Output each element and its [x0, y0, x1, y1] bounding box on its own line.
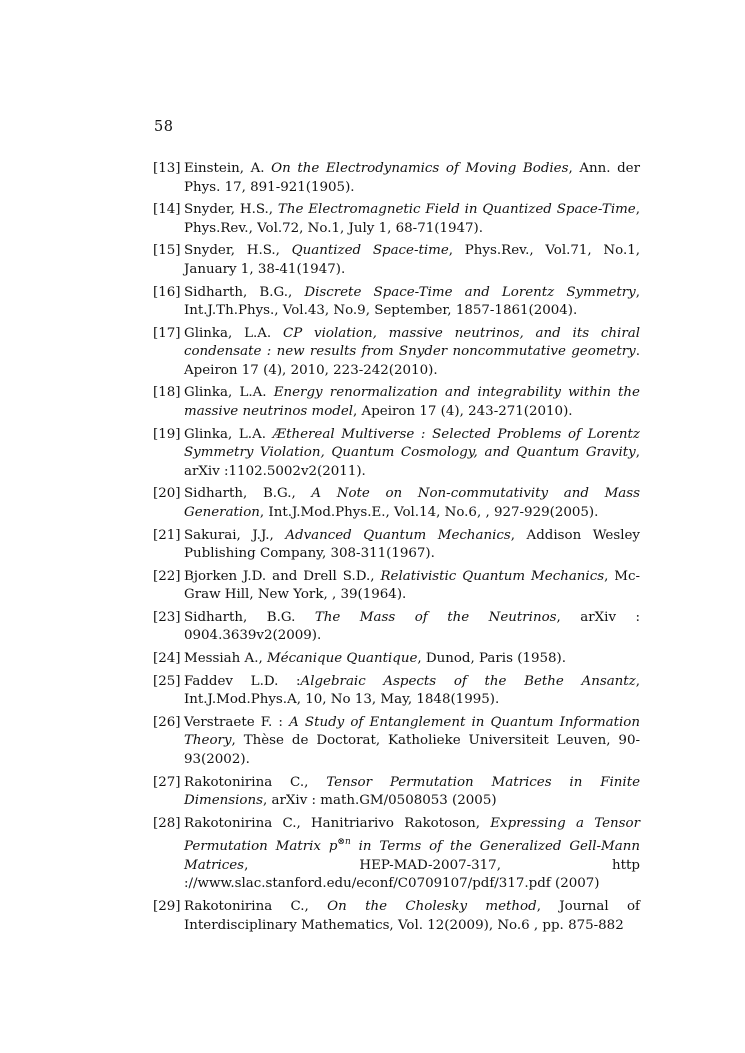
reference-item — [153, 160, 640, 197]
reference-item — [153, 815, 640, 894]
reference-source: , Int.J.Mod.Phys.A, 10, No 13, May, 1848(1995). — [184, 673, 640, 708]
reference-source: , Int.J.Mod.Phys.E., Vol.14, No.6, , 927-929(2005). — [259, 504, 599, 520]
reference-title: Quantized Space-time — [291, 243, 449, 259]
reference-number: [16] — [153, 284, 181, 300]
reference-source: , Phys.Rev., Vol.71, No.1, January 1, 38-41(1947). — [184, 243, 640, 277]
reference-authors: Snyder, H.S., — [184, 202, 278, 218]
reference-authors: Sakurai, J.J., — [184, 527, 286, 543]
reference-number: [18] — [153, 385, 181, 401]
reference-number: [14] — [153, 202, 181, 218]
reference-number: [17] — [153, 325, 181, 341]
reference-source: , Addison Wesley Publishing Company, 308-311(1967). — [184, 527, 640, 561]
reference-item — [153, 426, 640, 482]
reference-source: , Journal of Interdisciplinary Mathematics, Vol. 12(2009), No.6 , pp. 875-882 — [184, 899, 640, 933]
reference-authors: Sidharth, B.G., — [184, 486, 312, 502]
reference-authors: Glinka, L.A. — [184, 385, 274, 401]
reference-title: Æthereal Multiverse : Selected Problems of Lorentz Symmetry Violation, Quantum Cosmology, and Quantum Gravity — [184, 426, 640, 461]
reference-title: A Note on Non-commutativity and Mass Generation — [184, 486, 641, 520]
reference-title: Expressing a Tensor Permutation Matrix p — [184, 815, 640, 855]
reference-item — [153, 384, 640, 421]
reference-item — [153, 774, 640, 811]
reference-number: [29] — [153, 899, 181, 914]
reference-title: The Electromagnetic Field in Quantized Space-Time — [277, 202, 636, 218]
reference-item — [153, 673, 640, 710]
reference-source: , Phys.Rev., Vol.72, No.1, July 1, 68-71(1947). — [184, 202, 640, 236]
reference-item — [153, 527, 640, 564]
reference-authors: Sidharth, B.G. — [184, 609, 315, 625]
reference-list — [153, 160, 640, 939]
reference-authors: Glinka, L.A. — [184, 426, 273, 442]
reference-title: Tensor Permutation Matrices in Finite Dimensions — [184, 774, 640, 809]
reference-number: [27] — [153, 774, 181, 790]
reference-number: [23] — [153, 609, 181, 625]
reference-title: Advanced Quantum Mechanics — [285, 527, 511, 543]
reference-title: Algebraic Aspects of the Bethe Ansantz — [300, 673, 636, 689]
reference-authors: Einstein, A. — [184, 161, 272, 176]
reference-item — [153, 242, 640, 279]
reference-title: A Study of Entanglement in Quantum Information Theory — [184, 714, 640, 749]
reference-authors: Bjorken J.D. and Drell S.D., — [184, 568, 381, 584]
reference-number: [21] — [153, 527, 181, 543]
reference-item — [153, 485, 640, 522]
reference-title: On the Electrodynamics of Moving Bodies — [271, 161, 569, 176]
reference-source: , arXiv :1102.5002v2(2011). — [184, 445, 640, 479]
reference-number: [22] — [153, 568, 181, 584]
reference-authors: Glinka, L.A. — [184, 325, 283, 341]
reference-source: , arXiv : 0904.3639v2(2009). — [184, 609, 641, 644]
reference-number: [25] — [153, 673, 181, 689]
reference-authors: Sidharth, B.G., — [184, 284, 305, 300]
reference-title: Relativistic Quantum Mechanics — [380, 568, 605, 584]
reference-source: , Int.J.Th.Phys., Vol.43, No.9, September, 1857-1861(2004). — [184, 284, 641, 319]
reference-title-continued: in Terms of the Generalized Gell-Mann Matrices — [184, 839, 640, 873]
reference-authors: Rakotonirina C., Hanitriarivo Rakotoson, — [184, 815, 491, 831]
reference-number: [28] — [153, 815, 181, 831]
reference-authors: Verstraete F. : — [184, 714, 290, 730]
reference-number: [26] — [153, 714, 181, 730]
reference-source: , Mc-Graw Hill, New York, , 39(1964). — [184, 568, 641, 603]
reference-source: . Apeiron 17 (4), 2010, 223-242(2010). — [184, 344, 640, 378]
reference-authors: Messiah A., — [184, 651, 267, 667]
reference-number: [24] — [153, 651, 181, 667]
reference-item — [153, 201, 640, 238]
reference-source: , Ann. der Phys. 17, 891-921(1905). — [184, 161, 641, 195]
reference-title: CP violation, massive neutrinos, and its chiral condensate : new results from Snyder noncommutative geometry — [184, 325, 640, 360]
reference-authors: Snyder, H.S., — [184, 243, 292, 259]
reference-source: , HEP-MAD-2007-317, http ://www.slac.stanford.edu/econf/C0709107/pdf/317.pdf (2007) — [184, 857, 640, 892]
page-number: 58 — [154, 119, 174, 135]
reference-number: [19] — [153, 426, 181, 442]
reference-item — [153, 284, 640, 321]
reference-source: , Thèse de Doctorat, Katholieke Universiteit Leuven, 90-93(2002). — [184, 733, 640, 767]
reference-title: Energy renormalization and integrability within the massive neutrinos model — [184, 385, 640, 419]
reference-source: , arXiv : math.GM/0508053 (2005) — [262, 793, 497, 809]
reference-number: [15] — [153, 243, 181, 259]
reference-item — [153, 325, 640, 381]
reference-number: [20] — [153, 486, 181, 502]
tensor-power-superscript: ⊗n — [337, 837, 351, 848]
reference-source: , Apeiron 17 (4), 243-271(2010). — [353, 403, 573, 419]
reference-source: , Dunod, Paris (1958). — [417, 651, 567, 667]
reference-authors: Faddev L.D. : — [184, 673, 301, 689]
reference-title: The Mass of the Neutrinos — [314, 609, 557, 625]
reference-item — [153, 609, 640, 646]
reference-title: Mécanique Quantique — [266, 651, 418, 667]
reference-title: Discrete Space-Time and Lorentz Symmetry — [304, 284, 636, 300]
reference-authors: Rakotonirina C., — [184, 899, 328, 914]
reference-authors: Rakotonirina C., — [184, 774, 327, 790]
reference-title: On the Cholesky method — [327, 899, 537, 914]
reference-item — [153, 650, 640, 669]
reference-number: [13] — [153, 161, 181, 176]
reference-item — [153, 898, 640, 935]
reference-item — [153, 714, 640, 770]
reference-item — [153, 568, 640, 605]
